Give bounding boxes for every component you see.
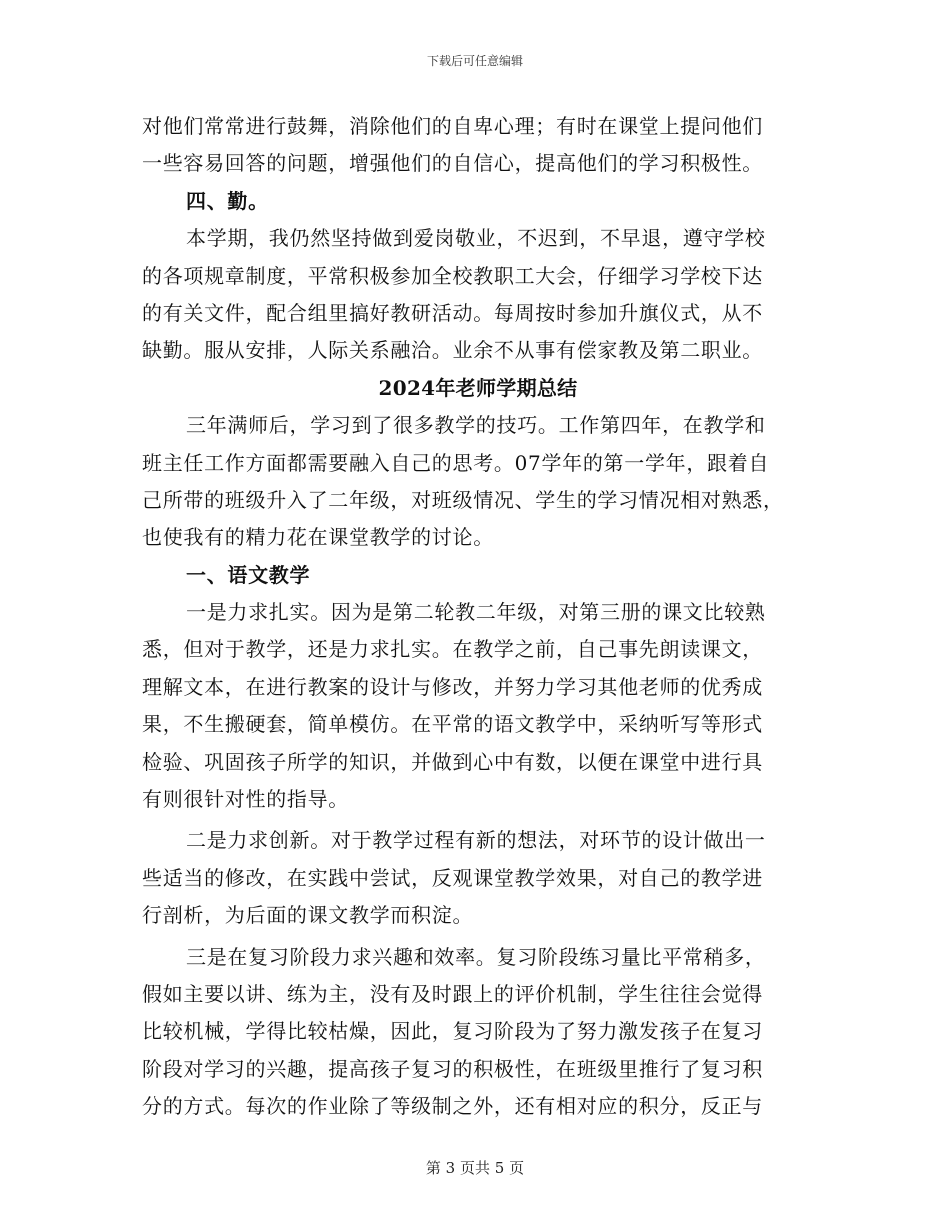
document-title: 2024年老师学期总结: [378, 375, 578, 400]
section-heading: 四、勤。: [186, 188, 269, 213]
text-line: 阶段对学习的兴趣，提高孩子复习的积极性，在班级里推行了复习积: [142, 1056, 763, 1081]
section-heading: 一、语文教学: [186, 562, 311, 587]
text-line: 假如主要以讲、练为主，没有及时跟上的评价机制，学生往往会觉得: [142, 981, 763, 1006]
text-line: 班主任工作方面都需要融入自己的思考。07学年的第一学年，跟着自: [142, 450, 770, 475]
text-line: 本学期，我仍然坚持做到爱岗敬业，不迟到，不早退，遵守学校: [186, 226, 766, 251]
text-line: 理解文本，在进行教案的设计与修改，并努力学习其他老师的优秀成: [142, 674, 763, 699]
document-body: [142, 108, 814, 1126]
text-line: 分的方式。每次的作业除了等级制之外，还有相对应的积分，反正与: [142, 1094, 763, 1119]
text-line: 对他们常常进行鼓舞，消除他们的自卑心理；有时在课堂上提问他们: [142, 114, 763, 138]
text-line: 的各项规章制度，平常积极参加全校教职工大会，仔细学习学校下达: [142, 263, 763, 288]
page-footer: 第 3 页共 5 页: [425, 1159, 525, 1177]
text-line: 些适当的修改，在实践中尝试，反观课堂教学效果，对自己的教学进: [142, 865, 763, 890]
text-line: 悉，但对于教学，还是力求扎实。在教学之前，自己事先朗读课文，: [142, 637, 763, 662]
text-line: 一些容易回答的问题，增强他们的自信心，提高他们的学习积极性。: [142, 151, 763, 176]
text-line: 果，不生搬硬套，简单模仿。在平常的语文教学中，采纳听写等形式: [142, 712, 763, 737]
text-line: 比较机械，学得比较枯燥，因此，复习阶段为了努力激发孩子在复习: [142, 1019, 763, 1044]
text-line: 一是力求扎实。因为是第二轮教二年级，对第三册的课文比较熟: [186, 600, 766, 625]
text-line: 三年满师后，学习到了很多教学的技巧。工作第四年，在教学和: [186, 413, 766, 438]
text-line: 己所带的班级升入了二年级，对班级情况、学生的学习情况相对熟悉，: [142, 487, 784, 512]
text-line: 三是在复习阶段力求兴趣和效率。复习阶段练习量比平常稍多，: [186, 944, 766, 969]
text-line: 也使我有的精力花在课堂教学的讨论。: [142, 525, 494, 550]
text-line: 缺勤。服从安排，人际关系融洽。业余不从事有偿家教及第二职业。: [142, 338, 763, 363]
text-line: 行剖析，为后面的课文教学而积淀。: [142, 903, 474, 928]
text-line: 二是力求创新。对于教学过程有新的想法，对环节的设计做出一: [186, 828, 766, 853]
text-line: 检验、巩固孩子所学的知识，并做到心中有数，以便在课堂中进行具: [142, 749, 763, 774]
text-line: 的有关文件，配合组里搞好教研活动。每周按时参加升旗仪式，从不: [142, 300, 763, 325]
page-header: 下载后可任意编辑: [426, 54, 523, 68]
text-line: 有则很针对性的指导。: [142, 787, 349, 812]
